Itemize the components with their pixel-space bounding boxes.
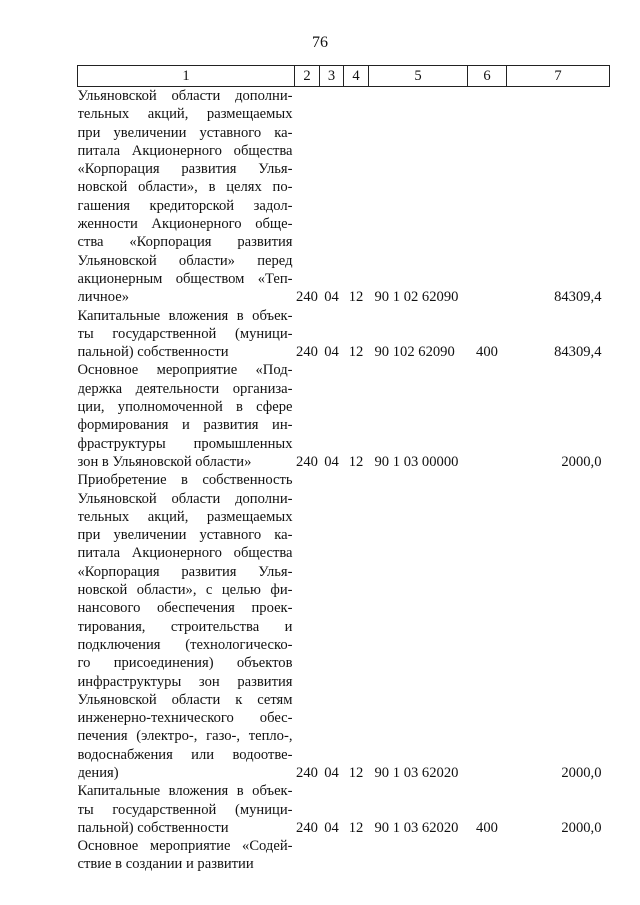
budget-table: [77, 65, 610, 874]
row-subsection-code: 12: [348, 453, 364, 470]
row-name-line: Капитальные вложения в объек-: [77, 783, 293, 800]
row-name: [78, 837, 295, 874]
row-name-line: ства «Корпорация развития: [77, 234, 293, 251]
row-name-line: новской области», с целью фи-: [77, 582, 293, 599]
row-name-line: тельных акций, размещаемых: [77, 106, 293, 123]
row-amount: 2000,0: [561, 764, 602, 781]
row-name-line: Ульяновской области дополни-: [77, 490, 293, 507]
header-col-5: 5: [369, 66, 468, 87]
row-name-line: го присоединения) объектов: [77, 655, 293, 672]
header-col-7: 7: [507, 66, 610, 87]
row-name: [78, 87, 295, 307]
row-section-code: 04: [324, 453, 339, 470]
row-name-line: «Корпорация развития Улья-: [77, 161, 293, 178]
table-row: [78, 471, 610, 782]
row-section-code: 04: [324, 764, 339, 781]
row-name-line: тельных акций, размещаемых: [77, 508, 293, 525]
row-name-line: «Корпорация развития Улья-: [77, 563, 293, 580]
header-row: [78, 66, 610, 87]
row-section-code: 04: [324, 289, 339, 306]
header-col-3: 3: [320, 66, 344, 87]
row-expense-type: [468, 361, 507, 471]
row-subsection-code: [344, 837, 369, 874]
row-target-article: 90 1 03 62020: [374, 764, 459, 781]
row-name-line: Основное мероприятие «Содей-: [77, 838, 293, 855]
row-name: [78, 782, 295, 837]
row-name-line: Капитальные вложения в объек-: [77, 307, 293, 324]
row-target-article: 90 1 03 00000: [374, 453, 459, 470]
row-name-line: ствие в создании и развитии: [77, 856, 254, 873]
table-row: [78, 87, 610, 307]
row-name-line: при увеличении уставного ка-: [77, 527, 293, 544]
row-subsection-code: 12: [348, 764, 364, 781]
header-col-4: 4: [344, 66, 369, 87]
header-col-2: 2: [295, 66, 320, 87]
row-amount: 84309,4: [554, 289, 602, 306]
row-target-article: 90 1 02 62090: [374, 289, 459, 306]
row-name-line: новской области», в целях по-: [77, 179, 293, 196]
row-target-article: 90 1 03 62020: [374, 819, 459, 836]
row-name-line: Приобретение в собственность: [77, 472, 293, 489]
row-expense-type: 400: [476, 344, 498, 361]
row-amount: 84309,4: [554, 344, 602, 361]
table-header: [78, 66, 610, 87]
row-expense-type: [468, 837, 507, 874]
row-name-line: Ульяновской области дополни-: [77, 88, 293, 104]
row-amount: [507, 837, 610, 874]
table-row: [78, 307, 610, 362]
row-name-line: пальной) собственности: [77, 344, 229, 361]
row-subsection-code: 12: [348, 344, 364, 361]
row-expense-type: 400: [476, 819, 498, 836]
row-target-article: [369, 837, 468, 874]
table-body: [78, 87, 610, 874]
row-section-code: 04: [324, 819, 339, 836]
row-name-line: нансового обеспечения проек-: [77, 600, 293, 617]
row-name-line: личное»: [77, 289, 129, 306]
row-expense-type: [468, 87, 507, 307]
row-target-article: 90 102 62090: [374, 344, 455, 361]
row-name-line: ты государственной (муници-: [77, 801, 293, 818]
table-row: [78, 361, 610, 471]
table-row: [78, 782, 610, 837]
row-name: [78, 361, 295, 471]
row-name-line: инженерно-технического обес-: [77, 710, 293, 727]
row-name-line: формирования и развития ин-: [77, 417, 293, 434]
row-name: [78, 307, 295, 362]
row-name-line: подключения (технологическо-: [77, 636, 293, 653]
row-name-line: питала Акционерного общества: [77, 142, 293, 159]
row-name-line: Ульяновской области» перед: [77, 252, 293, 269]
row-grbs-code: 240: [296, 453, 318, 470]
row-name-line: пальной) собственности: [77, 819, 229, 836]
row-subsection-code: 12: [348, 819, 364, 836]
row-name-line: гашения кредиторской задол-: [77, 197, 293, 214]
row-section-code: [320, 837, 344, 874]
row-name-line: Основное мероприятие «Под-: [77, 362, 293, 379]
header-col-1: 1: [78, 66, 295, 87]
header-col-6: 6: [468, 66, 507, 87]
row-name-line: при увеличении уставного ка-: [77, 124, 293, 141]
row-name-line: печения (электро-, газо-, тепло-,: [77, 728, 293, 745]
table-row: [78, 837, 610, 874]
row-name-line: инфраструктуры зон развития: [77, 673, 293, 690]
row-name-line: женности Акционерного обще-: [77, 216, 293, 233]
row-name-line: ции, уполномоченной в сфере: [77, 399, 293, 416]
row-amount: 2000,0: [561, 819, 602, 836]
row-amount: 2000,0: [561, 453, 602, 470]
row-grbs-code: 240: [296, 289, 318, 306]
row-name-line: тирования, строительства и: [77, 618, 293, 635]
row-grbs-code: 240: [296, 764, 318, 781]
row-name-line: зон в Ульяновской области»: [77, 453, 252, 470]
row-grbs-code: [295, 837, 320, 874]
page-number: 76: [312, 34, 328, 51]
row-grbs-code: 240: [296, 344, 318, 361]
row-name-line: дения): [77, 764, 119, 781]
row-expense-type: [468, 471, 507, 782]
row-name-line: водоснабжения или водоотве-: [77, 746, 293, 763]
row-name-line: фраструктуры промышленных: [77, 435, 293, 452]
row-name-line: акционерным обществом «Теп-: [77, 270, 293, 287]
row-name-line: Ульяновской области к сетям: [77, 691, 293, 708]
row-name-line: ты государственной (муници-: [77, 325, 293, 342]
row-subsection-code: 12: [348, 289, 364, 306]
row-name: [78, 471, 295, 782]
row-name-line: держка деятельности организа-: [77, 380, 293, 397]
row-grbs-code: 240: [296, 819, 318, 836]
row-section-code: 04: [324, 344, 339, 361]
row-name-line: питала Акционерного общества: [77, 545, 293, 562]
